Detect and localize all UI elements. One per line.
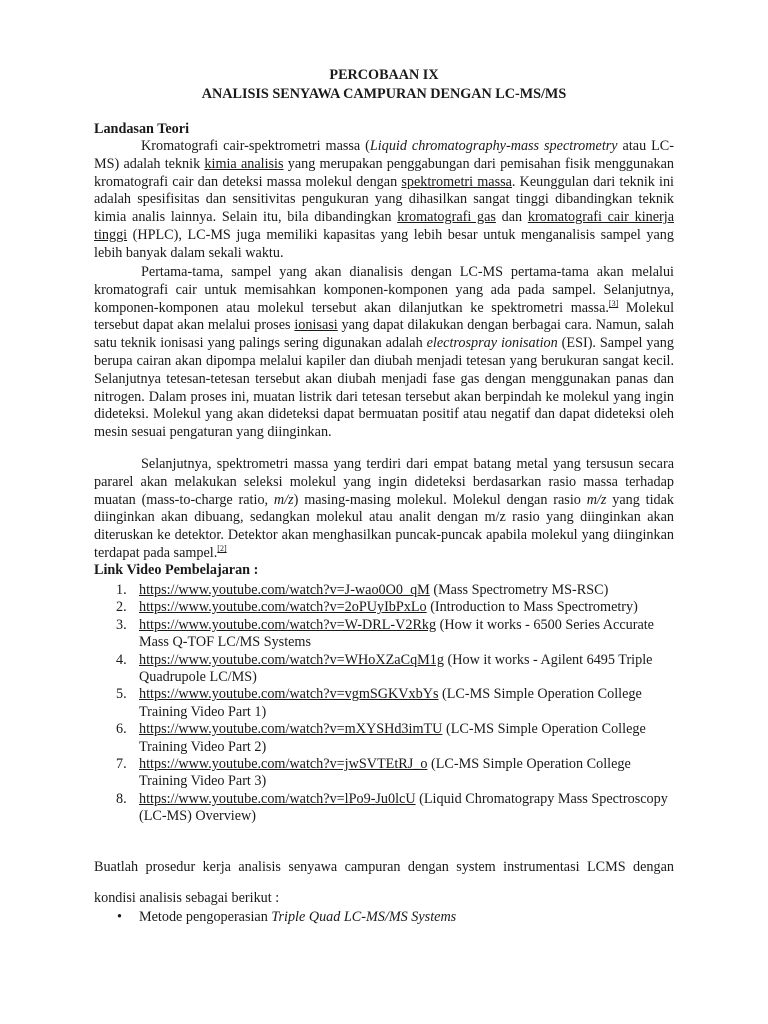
list-item: [94, 791, 674, 826]
list-number: 5.: [116, 686, 127, 703]
video-description: (LC-MS Simple Operation College Training Video Part 2): [139, 721, 646, 755]
p2-text-d: yang dapat dilakukan dengan berbagai cara. Namun, salah satu teknik ionisasi yang palings sering digunakan adalah: [94, 317, 675, 352]
document-title-line1: PERCOBAAN IX: [329, 67, 439, 83]
bullet-icon: •: [117, 909, 122, 925]
p1-text-e: yang merupakan penggabungan dari pemisahan fisik menggunakan kromatografi cair dan deteksi massa molekul dengan: [94, 155, 675, 190]
list-item: [94, 582, 674, 599]
instruction-paragraph: Buatlah prosedur kerja analisis senyawa campuran dengan system instrumentasi LCMS dengan kondisi analisis sebagai berikut :: [94, 859, 674, 906]
video-link[interactable]: https://www.youtube.com/watch?v=jwSVTEtRJ_o: [139, 756, 428, 773]
video-link[interactable]: https://www.youtube.com/watch?v=J-wao0O0_qM: [139, 582, 430, 598]
list-number: 1.: [116, 582, 127, 598]
video-link-list: [94, 582, 674, 826]
bullet-text: Metode pengoperasian: [139, 909, 272, 925]
link-ionisasi[interactable]: ionisasi: [294, 317, 338, 334]
paragraph-3: [94, 456, 674, 563]
p3-text-a: Selanjutnya, spektrometri massa yang terdiri dari empat batang metal yang tersusun secara pararel akan melakukan seleksi molekul yang ingin dideteksi berdasarkan rasio massa terhadap muatan (mass-to-charge ratio,: [94, 456, 674, 508]
reference-3-link[interactable]: [3]: [608, 298, 619, 308]
list-number: 7.: [116, 756, 127, 773]
video-description: (LC-MS Simple Operation College Training Video Part 3): [139, 756, 631, 790]
video-description: (LC-MS Simple Operation College Training Video Part 1): [139, 686, 642, 720]
list-number: 6.: [116, 721, 127, 738]
list-item: [94, 617, 674, 652]
link-kimia-analisis[interactable]: kimia analisis: [204, 155, 284, 172]
video-description: (How it works - Agilent 6495 Triple Quadrupole LC/MS): [139, 651, 653, 686]
video-link[interactable]: https://www.youtube.com/watch?v=lPo9-Ju0lcU: [139, 790, 416, 807]
bullet-italic-text: Triple Quad LC-MS/MS Systems: [271, 909, 457, 925]
list-number: 8.: [116, 790, 127, 807]
paragraph-1: [94, 138, 674, 263]
list-number: 4.: [116, 651, 127, 668]
list-item: [94, 906, 674, 928]
reference-2[interactable]: [217, 544, 226, 553]
p1-text-c: atau LC-MS) adalah teknik: [94, 138, 674, 172]
list-number: 2.: [116, 599, 127, 616]
p3-text-e: yang tidak diinginkan akan dibuang, sedangkan molekul atau analit dengan m/z rasio yang diinginkan akan diteruskan ke detektor. Detektor akan menghasilkan puncak-puncak apabila molekul yang diinginkan terdapat pada sampel.: [94, 491, 675, 561]
list-item: [94, 599, 674, 616]
video-link[interactable]: https://www.youtube.com/watch?v=2oPUyIbPxLo: [139, 599, 427, 616]
link-spektrometri-massa[interactable]: spektrometri massa: [401, 173, 512, 190]
p3-italic-mz-1: m/z: [273, 491, 294, 508]
section-heading-landasan-teori: Landasan Teori: [94, 121, 190, 137]
video-link[interactable]: https://www.youtube.com/watch?v=mXYSHd3imTU: [139, 721, 443, 738]
p1-text-k: (HPLC), LC-MS juga memiliki kapasitas yang lebih besar untuk menganalisis sampel yang lebih banyak dalam sekali waktu.: [94, 226, 674, 261]
paragraph-2: [94, 264, 674, 442]
list-item: [94, 686, 674, 721]
video-description: (Introduction to Mass Spectrometry): [426, 599, 638, 616]
p2-text-b: Molekul tersebut dapat akan melalui proses: [94, 299, 675, 334]
reference-2-link[interactable]: [2]: [217, 543, 227, 553]
reference-3[interactable]: [609, 299, 618, 308]
video-description: (How it works - 6500 Series Accurate Mass Q-TOF LC/MS Systems: [139, 616, 654, 651]
document-title-line2: ANALISIS SENYAWA CAMPURAN DENGAN LC-MS/MS: [201, 86, 567, 102]
list-item: [94, 652, 674, 687]
list-number: 3.: [116, 616, 127, 633]
p2-text-f: (ESI). Sampel yang berupa cairan akan dipompa melalui kapiler dan diubah menjadi tetesan yang berukuran sangat kecil. Selanjutnya tetesan-tetesan tersebut akan diubah menjadi fase gas dengan menggunakan panas dan nitrogen. Dalam proses ini, muatan listrik dari tetesan tersebut akan berpindah ke molekul yang ingin dideteksi. Molekul yang akan dideteksi dapat bermuatan positif atau negatif dan dapat dideteksi oleh mesin sesuai pengaturan yang diinginkan.: [94, 335, 674, 441]
video-description: (Liquid Chromatograpy Mass Spectroscopy (LC-MS) Overview): [139, 790, 668, 825]
p1-text-g: . Keunggulan dari teknik ini adalah spesifisitas dan sensitivitas pengukuran yang dihasilkan sangat tinggi dibandingkan teknik kimia analis lainnya. Selain itu, bila dibandingkan: [94, 173, 675, 226]
p3-text-c: ) masing-masing molekul. Molekul dengan rasio: [293, 491, 587, 508]
link-kromatografi-gas[interactable]: kromatografi gas: [397, 209, 496, 226]
p1-text-a: Kromatografi cair-spektrometri massa (: [141, 138, 370, 154]
video-link[interactable]: https://www.youtube.com/watch?v=WHoXZaCqM1g: [139, 651, 444, 668]
p1-text-i: dan: [495, 209, 528, 226]
p2-text-a: Pertama-tama, sampel yang akan dianalisis dengan LC-MS pertama-tama akan melalui kromatografi cair untuk memisahkan komponen-komponen yang ada pada sampel. Selanjutnya, komponen-komponen atau molekul tersebut akan dilanjutkan ke spektrometri massa.: [94, 264, 674, 316]
p3-italic-mz-2: m/z: [586, 491, 607, 508]
p1-italic-term: Liquid chromatography-mass spectrometry: [369, 138, 618, 154]
video-link[interactable]: https://www.youtube.com/watch?v=vgmSGKVxbYs: [139, 686, 439, 703]
condition-bullet-list: [94, 906, 674, 928]
video-link[interactable]: https://www.youtube.com/watch?v=W-DRL-V2Rkg: [139, 616, 437, 633]
list-item: [94, 721, 674, 756]
list-item: [94, 756, 674, 791]
link-kromatografi-cair-kinerja-tinggi[interactable]: kromatografi cair kinerja tinggi: [94, 209, 674, 243]
p2-italic-term: electrospray ionisation: [426, 335, 558, 352]
section-heading-link-video: Link Video Pembelajaran :: [94, 562, 259, 578]
video-description: (Mass Spectrometry MS-RSC): [429, 582, 609, 598]
